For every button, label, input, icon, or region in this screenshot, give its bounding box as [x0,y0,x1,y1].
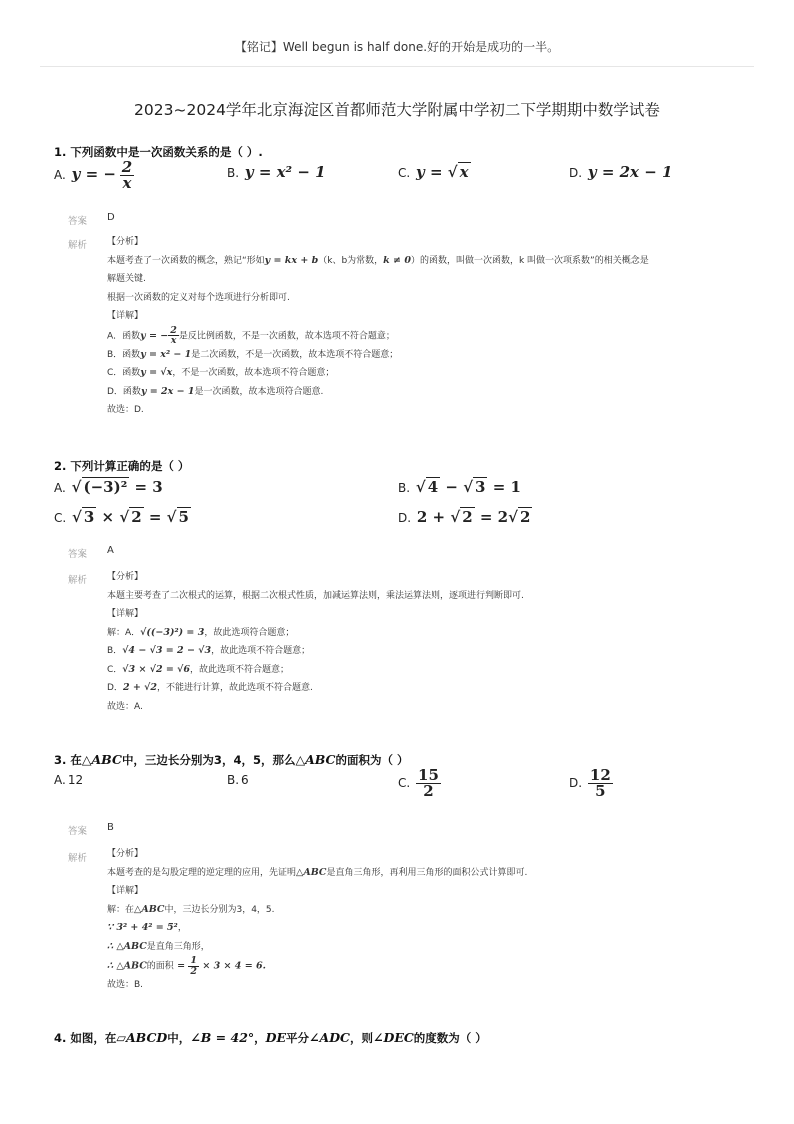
q2-option-c[interactable]: C. √ 3 × √ 2 = √ 5 [54,508,189,526]
analysis-tag: 解析 [68,240,88,251]
q2-option-a[interactable]: A. √ (−3)² = 3 [54,478,163,496]
q3-analysis: 【分析】 本题考查的是勾股定理的逆定理的应用，先证明△ABC是直角三角形，再利用三角形的面积公式计算即可. 【详解】 解：在△ABC中，三边长分别为3，4，5. ∵ 3² + 4² = 5²， ∴ △ABC是直角三角形， ∴ △ABC的面积 = $\frac{1}{2}$ × 3 × 4 = 6. 故选：B. [107,849,528,990]
q1-option-c[interactable]: C. y = √ x [398,163,469,181]
q3-answer: B [107,822,114,833]
q1-option-b[interactable]: B. y = x² − 1 [227,163,326,181]
q1-answer: D [107,212,115,223]
answer-tag: 答案 [68,216,88,227]
q3-option-d[interactable]: D. $\frac{12}{5}$ [569,766,611,800]
question-2-stem: 2. 下列计算正确的是（ ） [54,459,190,473]
q1-option-d[interactable]: D. y = 2x − 1 [569,163,673,181]
q2-option-b[interactable]: B. √ 4 − √ 3 = 1 [398,478,521,496]
header-divider [40,66,754,67]
q3-option-c[interactable]: C. $\frac{15}{2}$ [398,766,439,800]
analysis-tag: 解析 [68,575,88,586]
q2-answer: A [107,545,114,556]
q1-option-a[interactable]: A. y = − $\frac{2}{x}$ [54,158,133,192]
q2-analysis: 【分析】 本题主要考查了二次根式的运算，根据二次根式性质，加减运算法则，乘法运算法则，逐项进行判断即可. 【详解】 解：A．√((−3)²) = 3，故此选项符合题意； B．√4 − √3 = 2 − √3，故此选项不符合题意； C．√3 × √2 = √6，故此选项不符合题意； D．2 + √2，不能进行计算，故此选项不符合题意. 故选：A. [107,572,524,712]
fraction: $\frac{2}{x}$ [121,158,133,192]
question-3-stem: 3. 在△ABC中，三边长分别为3，4，5，那么△ABC的面积为（ ） [54,752,409,767]
q1-analysis: 【分析】 本题考查了一次函数的概念，熟记“形如y = kx + b（k、b为常数，k ≠ 0）的函数，叫做一次函数，k 叫做一次项系数”的相关概念是 解题关键. 根据一次函数的定义对每个选项进行分析即可. 【详解】 A．函数y = − $\frac{2}{x}$ 是反比例函数，不是一次函数，故本选项不符合题意； B．函数y = x² − 1是二次函数，不是一次函数，故本选项不符合题意； C．函数y = √x，不是一次函数，故本选项不符合题意； D．函数y = 2x − 1是一次函数，故本选项符合题意. 故选：D. [107,237,649,415]
page-title: 2023~2024学年北京海淀区首都师范大学附属中学初二下学期期中数学试卷 [134,101,660,119]
q3-option-a[interactable]: A. 12 [54,773,84,787]
q2-option-d[interactable]: D. 2 + √ 2 = 2√ 2 [398,508,531,526]
motto-header: 【铭记】Well begun is half done.好的开始是成功的一半。 [234,40,560,54]
q3-option-b[interactable]: B. 6 [227,773,249,787]
option-label: A. [54,168,66,182]
analysis-tag: 解析 [68,853,88,864]
answer-tag: 答案 [68,549,88,560]
answer-tag: 答案 [68,826,88,837]
question-1-stem: 1. 下列函数中是一次函数关系的是（ ）. [54,145,263,159]
question-4-stem: 4. 如图，在▱ABCD中，∠B = 42°，DE平分∠ADC，则∠DEC的度数为（ ） [54,1030,487,1045]
